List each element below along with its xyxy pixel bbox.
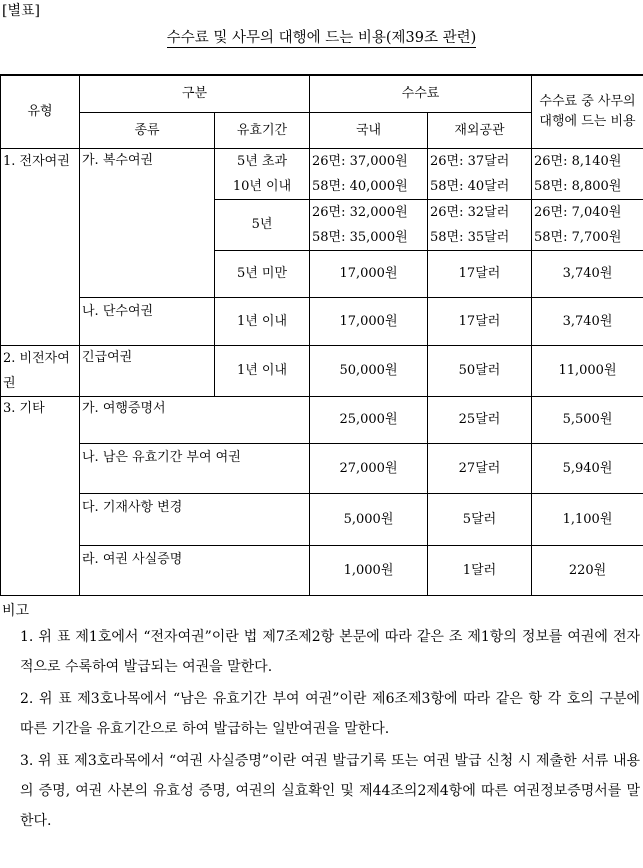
fee-domestic: 50,000원 (310, 345, 428, 396)
agency-cost: 5,940원 (532, 443, 643, 493)
fee-domestic: 25,000원 (310, 396, 428, 443)
agency-cost (532, 199, 643, 250)
kind-remaining: 나. 남은 유효기간 부여 여권 (80, 443, 310, 493)
fee-overseas: 50달러 (428, 345, 532, 396)
kind-entry-change: 다. 기재사항 변경 (80, 493, 310, 545)
cost-26: 26면: 7,040원 (534, 204, 622, 220)
fee-domestic: 1,000원 (310, 545, 428, 595)
agency-cost: 11,000원 (532, 345, 643, 396)
cost-58: 58면: 7,700원 (534, 229, 622, 245)
agency-cost: 220원 (532, 545, 643, 595)
header-type: 유형 (1, 75, 80, 148)
header-overseas: 재외공관 (428, 112, 532, 148)
cost-26: 26면: 8,140원 (534, 153, 622, 169)
validity-five: 5년 (215, 199, 310, 250)
header-domestic: 국내 (310, 112, 428, 148)
document-title-text: 수수료 및 사무의 대행에 드는 비용(제39조 관련) (166, 30, 477, 46)
validity-over5-b: 10년 이내 (232, 178, 292, 194)
attachment-label: [별표] (2, 3, 40, 19)
header-category: 구분 (80, 75, 310, 112)
table-row (1, 396, 643, 443)
agency-cost: 3,740원 (532, 297, 643, 345)
validity-over5 (215, 148, 310, 199)
fee-58: 58면: 35달러 (430, 229, 510, 245)
fee-overseas (428, 148, 532, 199)
validity-under5: 5년 미만 (215, 250, 310, 297)
type-non-e-passport: 2. 비전자여권 (1, 345, 80, 396)
kind-fact-cert: 라. 여권 사실증명 (80, 545, 310, 595)
header-row-1 (1, 75, 643, 112)
table-row (1, 345, 643, 396)
agency-cost: 3,740원 (532, 250, 643, 297)
fee-26: 26면: 32,000원 (312, 204, 408, 220)
kind-emergency: 긴급여권 (80, 345, 215, 396)
fee-26: 26면: 37달러 (430, 153, 510, 169)
kind-travel-cert: 가. 여행증명서 (80, 396, 310, 443)
fee-58: 58면: 40,000원 (312, 178, 408, 194)
header-validity: 유효기간 (215, 112, 310, 148)
fee-domestic: 27,000원 (310, 443, 428, 493)
agency-cost: 1,100원 (532, 493, 643, 545)
fee-domestic: 17,000원 (310, 297, 428, 345)
type-e-passport: 1. 전자여권 (1, 148, 80, 345)
header-agency-cost: 수수료 중 사무의 대행에 드는 비용 (532, 75, 643, 148)
fee-58: 58면: 40달러 (430, 178, 510, 194)
validity-over5-a: 5년 초과 (236, 153, 288, 169)
kind-multiple: 가. 복수여권 (80, 148, 215, 297)
agency-cost: 5,500원 (532, 396, 643, 443)
fee-overseas: 17달러 (428, 297, 532, 345)
table-row (1, 297, 643, 345)
fee-overseas: 1달러 (428, 545, 532, 595)
fee-domestic: 5,000원 (310, 493, 428, 545)
table-row (1, 493, 643, 545)
note-item: 3. 위 표 제3호라목에서 “여권 사실증명”이란 여권 발급기록 또는 여권 발급 신청 시 제출한 서류 내용의 증명, 여권 사본의 유효성 증명, 여권의 실효확인 및 제44조의2제4항에 따른 여권정보증명서를 말한다. (20, 753, 640, 829)
kind-single: 나. 단수여권 (80, 297, 215, 345)
fee-domestic (310, 148, 428, 199)
fee-table (0, 74, 643, 596)
fee-26: 26면: 37,000원 (312, 153, 408, 169)
fee-overseas: 25달러 (428, 396, 532, 443)
note-item: 1. 위 표 제1호에서 “전자여권”이란 법 제7조제2항 본문에 따라 같은 조 제1항의 정보를 여권에 전자적으로 수록하여 발급되는 여권을 말한다. (20, 629, 640, 675)
cost-58: 58면: 8,800원 (534, 178, 622, 194)
table-row (1, 443, 643, 493)
table-row (1, 148, 643, 199)
validity-single: 1년 이내 (215, 297, 310, 345)
fee-overseas: 17달러 (428, 250, 532, 297)
type-other: 3. 기타 (1, 396, 80, 595)
note-item: 2. 위 표 제3호나목에서 “남은 유효기간 부여 여권”이란 제6조제3항에 따라 같은 항 각 호의 구분에 따른 기간을 유효기간으로 하여 발급하는 일반여권을 말한다. (20, 691, 640, 737)
fee-overseas: 27달러 (428, 443, 532, 493)
notes-heading: 비고 (2, 603, 30, 619)
validity-emergency: 1년 이내 (215, 345, 310, 396)
fee-overseas: 5달러 (428, 493, 532, 545)
fee-overseas (428, 199, 532, 250)
fee-domestic: 17,000원 (310, 250, 428, 297)
agency-cost (532, 148, 643, 199)
fee-domestic (310, 199, 428, 250)
document-title (0, 26, 643, 47)
header-kind: 종류 (80, 112, 215, 148)
table-row (1, 545, 643, 595)
header-fee: 수수료 (310, 75, 532, 112)
fee-58: 58면: 35,000원 (312, 229, 408, 245)
fee-26: 26면: 32달러 (430, 204, 510, 220)
